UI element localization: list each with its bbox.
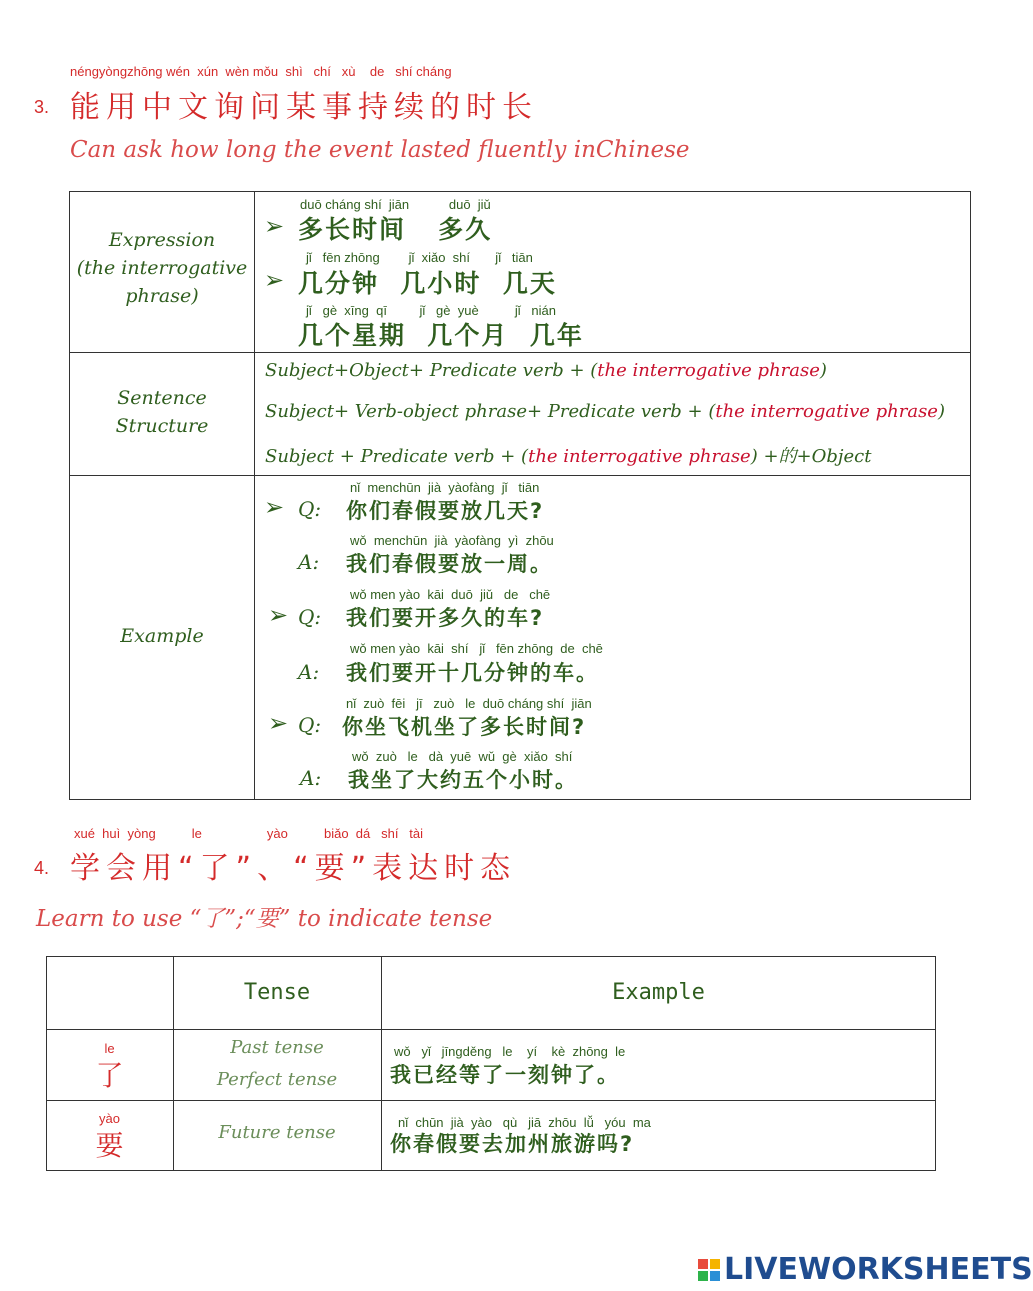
question-tag: Q: xyxy=(298,713,322,737)
liveworksheets-logo[interactable]: LIVEWORKSHEETS xyxy=(724,1252,1033,1287)
example-text: 我们要开多久的车? xyxy=(346,606,545,630)
arrow-icon: ➢ xyxy=(268,601,289,629)
header-example: Example xyxy=(612,980,705,1005)
expr-pinyin: duō chánɡ shí jiān duō jiǔ xyxy=(300,197,491,212)
example-text: 我们要开十几分钟的车。 xyxy=(346,661,599,685)
example-pinyin: wǒ men yào kāi duō jiǔ de chē xyxy=(350,587,551,602)
char-pinyin: le xyxy=(104,1041,115,1056)
example-text: 你们春假要放几天? xyxy=(346,499,545,523)
expression-label: Expression (the interrogative phrase) xyxy=(76,229,248,307)
section4-title: 学会用“了”、“要”表达时态 xyxy=(70,851,517,886)
section3-number: 3. xyxy=(34,97,50,117)
answer-tag: A: xyxy=(298,660,320,684)
header-tense: Tense xyxy=(243,980,311,1005)
tense-name: Past tense Perfect tense xyxy=(216,1037,338,1090)
example-text: 你春假要去加州旅游吗? xyxy=(390,1132,635,1156)
answer-tag: A: xyxy=(300,766,322,790)
structure-label: Sentence Structure xyxy=(115,387,209,437)
example-text: 我已经等了一刻钟了。 xyxy=(390,1063,620,1087)
structure-line: Subject+ Verb-object phrase+ Predicate verb + (the interrogative phrase) xyxy=(265,401,945,422)
expr-pinyin: jǐ ɡè xīnɡ qī jǐ ɡè yuè jǐ nián xyxy=(306,303,557,318)
section4-subtitle: Learn to use “了”;“要” to indicate tense xyxy=(36,906,493,932)
arrow-icon: ➢ xyxy=(264,212,285,240)
tense-name: Future tense xyxy=(218,1122,336,1143)
example-pinyin: nǐ menchūn jià yàofànɡ jǐ tiān xyxy=(350,480,540,495)
structure-line: Subject+Object+ Predicate verb + (the interrogative phrase) xyxy=(265,360,827,381)
expr-text: 多长时间 多久 xyxy=(298,215,493,244)
example-text: 我们春假要放一周。 xyxy=(346,552,553,576)
question-tag: Q: xyxy=(298,497,322,521)
expr-text: 几分钟 几小时 几天 xyxy=(298,269,557,298)
section3-pinyin: nénɡyònɡzhōnɡ wén xún wèn mǒu shì chí xù de shí chánɡ xyxy=(70,64,452,79)
arrow-icon: ➢ xyxy=(268,709,289,737)
example-text: 我坐了大约五个小时。 xyxy=(348,768,578,792)
expr-text: 几个星期 几个月 几年 xyxy=(298,321,584,350)
section4-pinyin: xué huì yònɡ le yào biǎo dá shí tài xyxy=(74,826,424,841)
example-label: Example xyxy=(120,625,204,647)
question-tag: Q: xyxy=(298,605,322,629)
example-text: 你坐飞机坐了多长时间? xyxy=(342,715,587,739)
example-pinyin: wǒ men yào kāi shí jǐ fēn zhōnɡ de chē xyxy=(350,641,603,656)
section3-title: 能用中文询问某事持续的时长 xyxy=(70,90,538,125)
arrow-icon: ➢ xyxy=(264,493,285,521)
section4-number: 4. xyxy=(34,858,50,878)
example-pinyin: wǒ zuò le dà yuē wǔ ɡè xiǎo shí xyxy=(352,749,573,764)
section3-subtitle: Can ask how long the event lasted fluently inChinese xyxy=(70,137,690,163)
char-pinyin: yào xyxy=(99,1111,120,1126)
structure-line: Subject + Predicate verb + (the interrogative phrase) +的+Object xyxy=(265,446,872,467)
example-pinyin: wǒ menchūn jià yàofànɡ yì zhōu xyxy=(350,533,554,548)
example-pinyin: wǒ yǐ jīnɡděnɡ le yí kè zhōnɡ le xyxy=(394,1044,626,1059)
example-pinyin: nǐ zuò fēi jī zuò le duō chánɡ shí jiān xyxy=(346,696,592,711)
tense-char: 要 xyxy=(95,1129,124,1162)
arrow-icon: ➢ xyxy=(264,266,285,294)
answer-tag: A: xyxy=(298,550,320,574)
liveworksheets-logo-icon xyxy=(698,1259,720,1281)
tense-char: 了 xyxy=(95,1059,124,1092)
example-pinyin: nǐ chūn jià yào qù jiā zhōu lǚ yóu ma xyxy=(398,1115,651,1130)
expr-pinyin: jǐ fēn zhōnɡ jǐ xiǎo shí jǐ tiān xyxy=(306,250,533,265)
